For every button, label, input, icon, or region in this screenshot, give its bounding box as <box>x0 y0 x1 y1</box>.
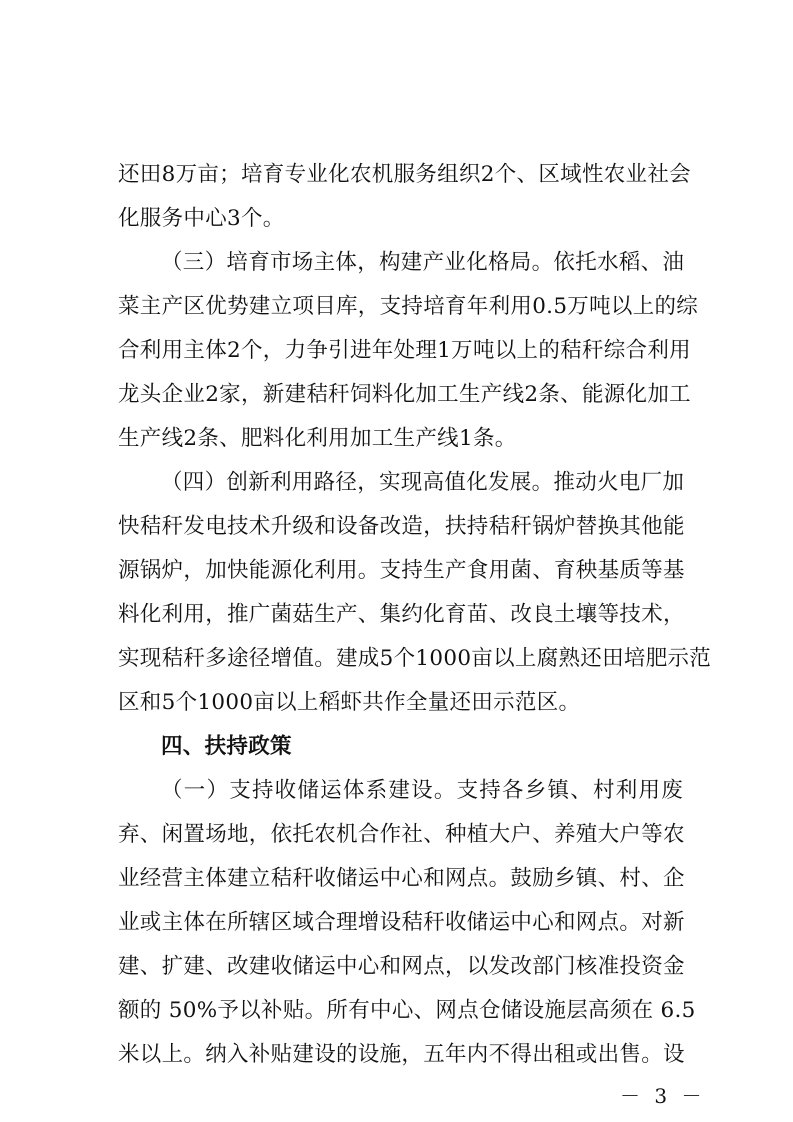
text-line: 还田8万亩；培育专业化农机服务组织2个、区域性农业社会 <box>118 162 691 187</box>
text-line: 区和5个1000亩以上稻虾共作全量还田示范区。 <box>118 690 581 715</box>
text-line: 快秸秆发电技术升级和设备改造，扶持秸秆锅炉替换其他能 <box>118 514 685 539</box>
text-line: 合利用主体2个，力争引进年处理1万吨以上的秸秆综合利用 <box>118 338 691 363</box>
text-line: 额的 50%予以补贴。所有中心、网点仓储设施层高须在 6.5 <box>118 998 696 1023</box>
text-line: 菜主产区优势建立项目库，支持培育年利用0.5万吨以上的综 <box>118 294 699 319</box>
page-number: － 3 － <box>620 1084 706 1108</box>
section-heading: 四、扶持政策 <box>161 734 292 759</box>
policy-1-intro-line: （一）支持收储运体系建设。支持各乡镇、村利用废 <box>161 778 683 803</box>
text-line: 米以上。纳入补贴建设的设施，五年内不得出租或出售。设 <box>118 1042 685 1067</box>
text-line: 源锅炉，加快能源化利用。支持生产食用菌、育秧基质等基 <box>118 558 685 583</box>
text-line: 生产线2条、肥料化利用加工生产线1条。 <box>118 426 517 451</box>
text-line: 料化利用，推广菌菇生产、集约化育苗、改良土壤等技术， <box>118 602 685 627</box>
text-line: 弃、闲置场地，依托农机合作社、种植大户、养殖大户等农 <box>118 822 685 847</box>
text-line: 实现秸秆多途径增值。建成5个1000亩以上腐熟还田培肥示范 <box>118 646 712 671</box>
text-line: 业或主体在所辖区域合理增设秸秆收储运中心和网点。对新 <box>118 910 685 935</box>
section-3-intro-line: （三）培育市场主体，构建产业化格局。依托水稻、油 <box>161 250 685 275</box>
text-line: 化服务中心3个。 <box>118 206 285 231</box>
text-line: 业经营主体建立秸秆收储运中心和网点。鼓励乡镇、村、企 <box>118 866 685 891</box>
text-line: 龙头企业2家，新建秸秆饲料化加工生产线2条、能源化加工 <box>118 382 691 407</box>
section-4-intro-line: （四）创新利用路径，实现高值化发展。推动火电厂加 <box>161 470 685 495</box>
text-line: 建、扩建、改建收储运中心和网点，以发改部门核准投资金 <box>118 954 685 979</box>
